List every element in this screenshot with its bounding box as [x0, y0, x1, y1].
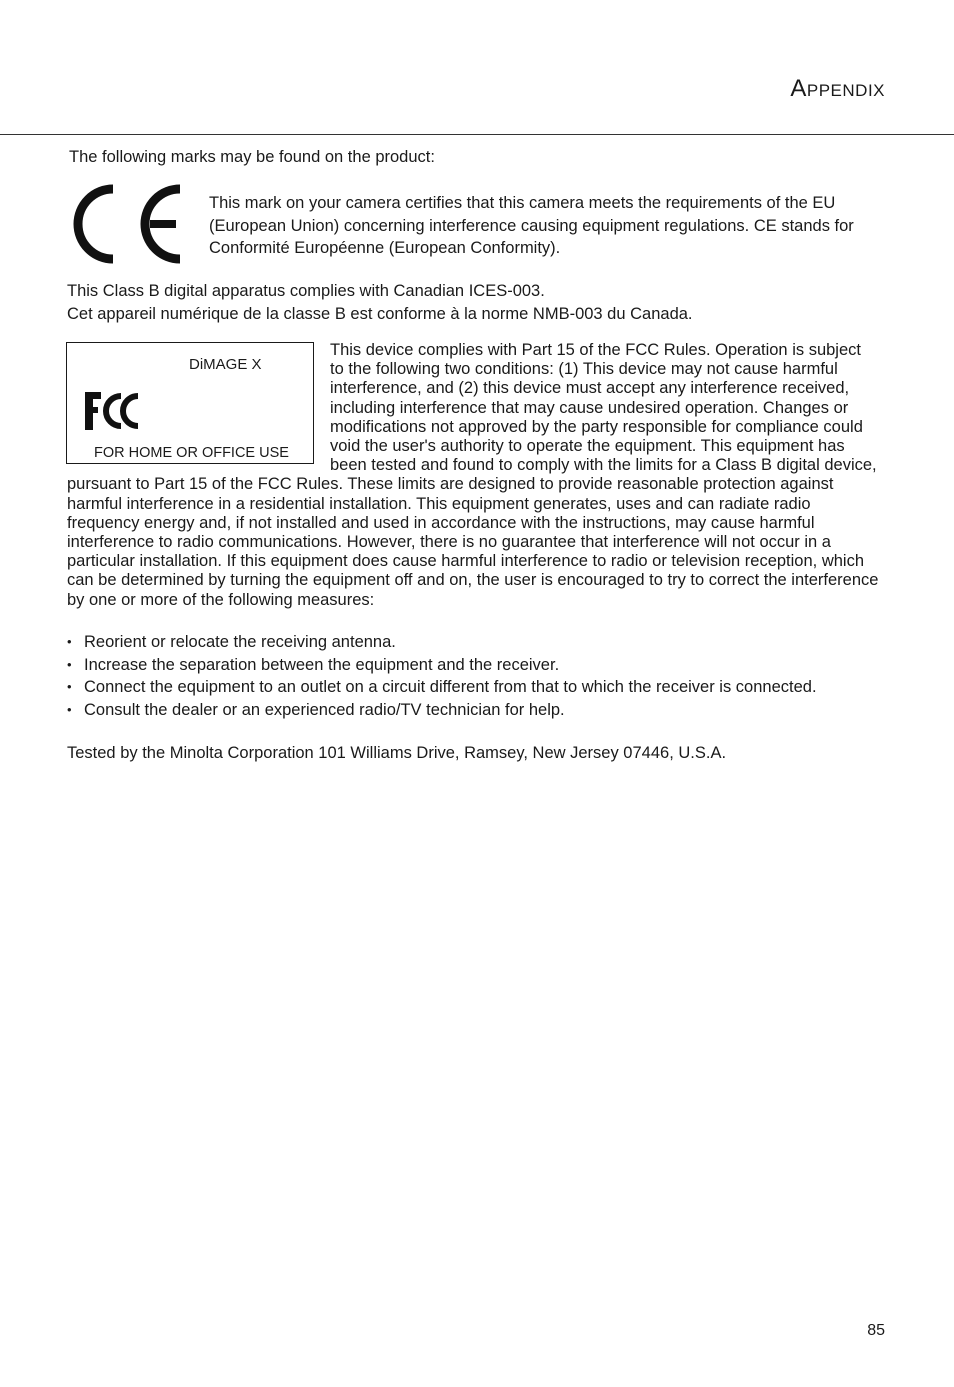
ices-english: This Class B digital apparatus complies with Canadian ICES-003. — [67, 282, 545, 300]
intro-text: The following marks may be found on the product: — [69, 148, 435, 166]
ices-french: Cet appareil numérique de la classe B est conforme à la norme NMB-003 du Canada. — [67, 305, 693, 323]
page-number: 85 — [867, 1322, 885, 1339]
fcc-logo-icon — [83, 389, 141, 433]
list-item-text: Connect the equipment to an outlet on a circuit different from that to which the receiver is connected. — [84, 678, 817, 696]
list-item-text: Reorient or relocate the receiving antenna. — [84, 633, 396, 651]
ce-mark-icon — [70, 183, 188, 265]
ices-statement — [67, 280, 887, 326]
list-item — [67, 631, 887, 654]
section-title: Appendix — [790, 75, 885, 102]
fcc-use-label: FOR HOME OR OFFICE USE — [94, 445, 289, 461]
list-item-text: Increase the separation between the equipment and the receiver. — [84, 655, 560, 674]
fcc-label-box — [66, 342, 314, 464]
list-item-text: Consult the dealer or an experienced radio/TV technician for help. — [84, 700, 565, 719]
fcc-statement: This device complies with Part 15 of the FCC Rules. Operation is subject to the following two conditions: (1) This device may not cause harmful interference, and (2) this device must accept any interference received, including interference that may cause undesired operation. Changes or modifications not approved by the party responsible for compliance could void the user's authority to operate the equipment. This equipment has been tested and found to comply with the limits for a Class B digital device, pursuant to Part 15 of the FCC Rules. These limits are designed to provide reasonable protection against harmful interference in a residential installation. This equipment generates, uses and can radiate radio frequency energy and, if not installed and used in accordance with the instructions, may cause harmful interference to radio communications. However, there is no guarantee that interference will not occur in a particular installation. If this equipment does cause harmful interference to radio or television reception, which can be determined by turning the equipment off and on, the user is encouraged to try to correct the interference by one or more of the following measures: — [67, 341, 879, 609]
interference-measures-list — [67, 631, 887, 721]
ce-description: This mark on your camera certifies that this camera meets the requirements of the EU (European Union) concerning interference causing equipment regulations. CE stands for Conformité Européenne (European Conformity). — [209, 194, 854, 257]
list-item — [67, 699, 887, 722]
fcc-model-name: DiMAGE X — [189, 356, 262, 373]
bullet: • — [67, 656, 72, 672]
list-item — [67, 676, 887, 699]
list-item — [67, 654, 887, 677]
tested-by-statement: Tested by the Minolta Corporation 101 Williams Drive, Ramsey, New Jersey 07446, U.S.A. — [67, 744, 727, 762]
bullet: • — [67, 634, 72, 649]
header-divider — [0, 134, 954, 135]
bullet: • — [67, 679, 72, 694]
bullet: • — [67, 701, 72, 717]
